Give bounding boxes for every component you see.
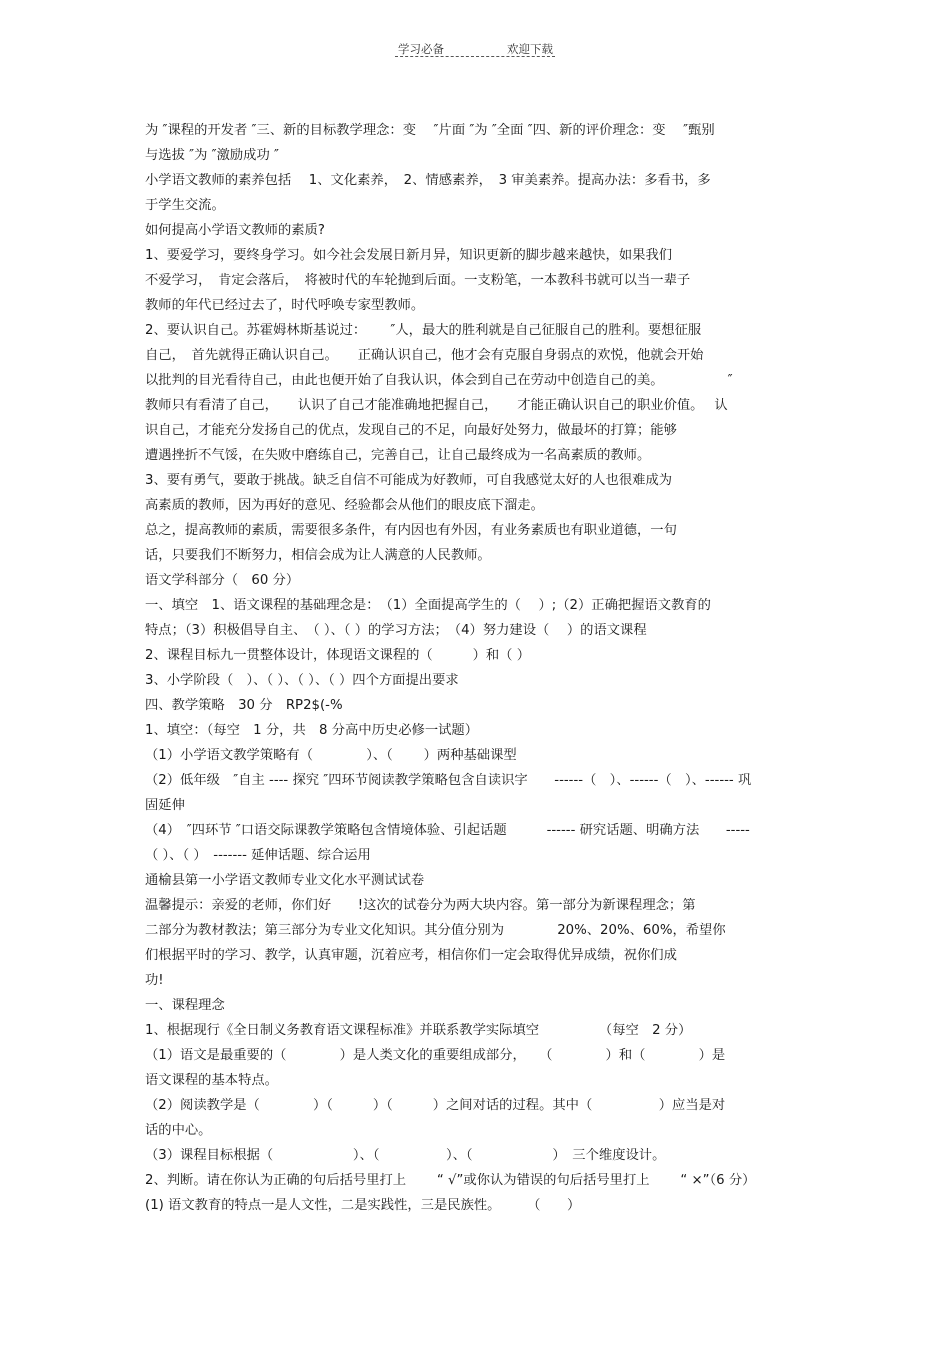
text-line: 功! bbox=[145, 973, 164, 988]
text-line: 高素质的教师，因为再好的意见、经验都会从他们的眼皮底下溜走。 bbox=[145, 498, 544, 513]
text-line: 2、判断。请在你认为正确的句后括号里打上 “ √”或你认为错误的句后括号里打上 “ ×”（6 分） bbox=[145, 1173, 756, 1188]
text-line: 总之，提高教师的素质，需要很多条件，有内因也有外因，有业务素质也有职业道德，一句 bbox=[145, 523, 677, 538]
text-line: （ ）、（ ） ------- 延伸话题、综合运用 bbox=[145, 848, 371, 863]
text-line: 与选拔 ″为 ″激励成功 ″ bbox=[145, 148, 279, 163]
text-line: 小学语文教师的素养包括 1、文化素养， 2、情感素养， 3 审美素养。提高办法：多看书，多 bbox=[145, 173, 711, 188]
text-line: 温馨提示：亲爱的老师，你们好 !这次的试卷分为两大块内容。第一部分为新课程理念；第 bbox=[145, 898, 696, 913]
text-line: 语文学科部分（ 60 分） bbox=[145, 573, 300, 588]
text-line: 自己， 首先就得正确认识自己。 正确认识自己，他才会有克服自身弱点的欢悦，他就会开始 bbox=[145, 348, 704, 363]
text-line: 一、填空 1、语文课程的基础理念是： （1）全面提高学生的（ ）;（2）正确把握语文教育的 bbox=[145, 598, 711, 613]
text-line: （2）阅读教学是（ ）（ ）（ ）之间对话的过程。其中（ ）应当是对 bbox=[145, 1098, 726, 1113]
text-line: （1）语文是最重要的（ ）是人类文化的重要组成部分， （ ）和（ ）是 bbox=[145, 1048, 726, 1063]
text-line: 2、课程目标九一贯整体设计，体现语文课程的（ ）和（ ） bbox=[145, 648, 530, 663]
text-line: 一、课程理念 bbox=[145, 998, 225, 1013]
text-line: 3、要有勇气，要敢于挑战。缺乏自信不可能成为好教师，可自我感觉太好的人也很难成为 bbox=[145, 473, 673, 488]
text-line: 为 ″课程的开发者 ″三、新的目标教学理念：变 ″片面 ″为 ″全面 ″四、新的评价理念：变 ″甄别 bbox=[145, 123, 715, 138]
text-line: 四、教学策略 30 分 RP2$(-% bbox=[145, 698, 343, 713]
text-line: 1、填空：（每空 1 分，共 8 分高中历史必修一试题） bbox=[145, 723, 479, 738]
header-right-text: 欢迎下载 bbox=[507, 42, 553, 56]
text-line: 教师的年代已经过去了，时代呼唤专家型教师。 bbox=[145, 298, 425, 313]
text-line: 如何提高小学语文教师的素质? bbox=[145, 223, 325, 238]
text-line: （3）课程目标根据（ ）、（ ）、（ ） 三个维度设计。 bbox=[145, 1148, 666, 1163]
text-line: 特点；（3）积极倡导自主、 （ ）、（ ）的学习方法； （4）努力建设（ ）的语文课程 bbox=[145, 623, 647, 638]
text-line: 话，只要我们不断努力，相信会成为让人满意的人民教师。 bbox=[145, 548, 491, 563]
text-line: 识自己，才能充分发扬自己的优点，发现自己的不足，向最好处努力，做最坏的打算；能够 bbox=[145, 423, 677, 438]
text-line: 1、根据现行《全日制义务教育语文课程标准》并联系教学实际填空 （每空 2 分） bbox=[145, 1023, 692, 1038]
text-line: 3、小学阶段（ ）、（ ）、（ ）、（ ）四个方面提出要求 bbox=[145, 673, 459, 688]
text-line: 于学生交流。 bbox=[145, 198, 225, 213]
header-divider bbox=[395, 56, 555, 57]
text-line: （1）小学语文教学策略有（ ）、（ ）两种基础课型 bbox=[145, 748, 517, 763]
text-line: 1、要爱学习，要终身学习。如今社会发展日新月异，知识更新的脚步越来越快，如果我们 bbox=[145, 248, 673, 263]
text-line: (1) 语文教育的特点一是人文性，二是实践性，三是民族性。 （ ） bbox=[145, 1198, 581, 1213]
text-line: 教师只有看清了自己， 认识了自己才能准确地把握自己， 才能正确认识自己的职业价值。 认 bbox=[145, 398, 728, 413]
text-line: 们根据平时的学习、教学，认真审题，沉着应考，相信你们一定会取得优异成绩，祝你们成 bbox=[145, 948, 677, 963]
text-line: （4） ″四环节 ″口语交际课教学策略包含情境体验、引起话题 ------ 研究话题、明确方法 ----- bbox=[145, 823, 750, 838]
text-line: 语文课程的基本特点。 bbox=[145, 1073, 278, 1088]
text-line: 2、要认识自己。苏霍姆林斯基说过： ″人，最大的胜利就是自己征服自己的胜利。要想征服 bbox=[145, 323, 702, 338]
text-line: 固延伸 bbox=[145, 798, 185, 813]
header-left-text: 学习必备 bbox=[398, 42, 444, 56]
page-header bbox=[395, 38, 555, 60]
text-line: 话的中心。 bbox=[145, 1123, 212, 1138]
text-line: 遭遇挫折不气馁，在失败中磨练自己，完善自己，让自己最终成为一名高素质的教师。 bbox=[145, 448, 651, 463]
text-line: 以批判的目光看待自己，由此也便开始了自我认识，体会到自己在劳动中创造自己的美。 ″ bbox=[145, 373, 733, 388]
document-body bbox=[145, 118, 810, 1218]
text-line: 通榆县第一小学语文教师专业文化水平测试试卷 bbox=[145, 873, 425, 888]
text-line: （2）低年级 ″自主 ---- 探究 ″四环节阅读教学策略包含自读识字 ------（ ）、------（ ）、------ 巩 bbox=[145, 773, 752, 788]
text-line: 二部分为教材教法；第三部分为专业文化知识。其分值分别为 20%、20%、60%，希望你 bbox=[145, 923, 726, 938]
text-line: 不爱学习， 肯定会落后， 将被时代的车轮抛到后面。一支粉笔，一本教科书就可以当一辈子 bbox=[145, 273, 691, 288]
